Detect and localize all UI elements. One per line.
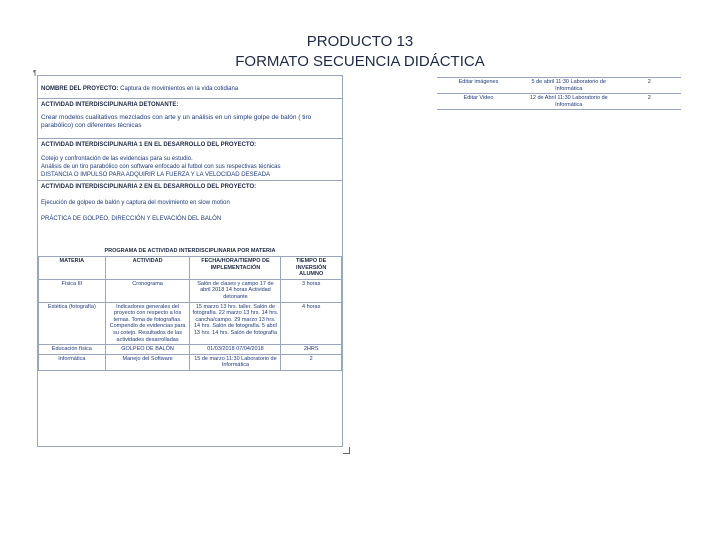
- table-row: [39, 354, 342, 370]
- table-cell: 15 de marzo 11:30 Laboratorio de Informática: [190, 354, 281, 370]
- table-cell: Física III: [39, 279, 106, 302]
- table-cell: Manejo del Software: [105, 354, 190, 370]
- table-cell: Informática: [39, 354, 106, 370]
- project-name-value: Captura de movimientos en la vida cotidiana: [120, 86, 239, 92]
- program-table: [38, 256, 342, 371]
- column-header: TIEMPO DE INVERSIÓN ALUMNO: [281, 257, 342, 280]
- fase2-line: Ejecución de golpeo de balón y captura del movimiento en slow motion: [41, 200, 230, 206]
- detonante-value: Crear modelos cualitativos mezclados con arte y un análisis en un simple golpe de balón ( tiro parabólico) con diferentes técnicas: [41, 114, 312, 129]
- table-cell: 2: [618, 78, 681, 94]
- divider: [38, 180, 342, 181]
- continuation-table: [437, 77, 681, 110]
- table-cell: 2HRS: [281, 345, 342, 355]
- table-cell: 5 de abril 11:30 Laboratorio de Informática: [520, 78, 618, 94]
- document-subtitle: FORMATO SECUENCIA DIDÁCTICA: [235, 53, 485, 70]
- page-corner-mark: [343, 447, 350, 454]
- table-cell: Indicadores generales del proyecto con respecto a los temas. Toma de fotografías. Compendio de evidencias para su cotejo. Resultados de las actividades desarrolladas: [105, 302, 190, 345]
- table-cell: 2: [618, 94, 681, 110]
- divider: [38, 98, 342, 99]
- detonante-label: ACTIVIDAD INTERDISCIPLINARIA DETONANTE:: [41, 102, 179, 108]
- table-row: [39, 279, 342, 302]
- table-cell: Editar imágenes: [437, 78, 520, 94]
- column-header: MATERIA: [39, 257, 106, 280]
- fase1-line: DISTANCIA O IMPULSO PARA ADQUIRIR LA FUERZA Y LA VELOCIDAD DESEADA: [41, 172, 270, 178]
- document-page: [37, 75, 343, 447]
- column-header: ACTIVIDAD: [105, 257, 190, 280]
- table-cell: GOLPEO DE BALÓN: [105, 345, 190, 355]
- table-cell: 4 horas: [281, 302, 342, 345]
- table-row: [437, 78, 681, 94]
- table-cell: Salón de clases y campo 17 de abril 2018 14 horas Actividad detonante: [190, 279, 281, 302]
- document-title: PRODUCTO 13: [306, 33, 414, 50]
- divider: [38, 138, 342, 139]
- table-header-row: [39, 257, 342, 280]
- project-name-row: [41, 86, 341, 94]
- program-title: PROGRAMA DE ACTIVIDAD INTERDISCIPLINARIA POR MATERIA: [104, 248, 276, 254]
- table-row: [437, 94, 681, 110]
- table-cell: Educación física: [39, 345, 106, 355]
- paragraph-mark: ¶: [33, 70, 37, 77]
- fase2-label: ACTIVIDAD INTERDISCIPLINARIA 2 EN EL DESARROLLO DEL PROYECTO:: [41, 184, 257, 190]
- table-row: [39, 345, 342, 355]
- fase1-line: Análisis de un tiro parabólico con software enfocado al futbol con sus respectivas técnicas: [41, 164, 281, 170]
- table-cell: 01/03/2018 07/04/2018: [190, 345, 281, 355]
- table-row: [39, 302, 342, 345]
- fase1-line: Cotejo y confrontación de las evidencias para su estudio.: [41, 156, 193, 162]
- table-cell: 15 marzo 13 hrs. taller. Salón de fotografía. 22 marzo 13 hrs. 14 hrs. cancha/campo. 29 marzo 13 hrs. 14 hrs. Salón de fotografía. 5 abril 13 hrs. 14 hrs. Salón de fotografía: [190, 302, 281, 345]
- table-cell: 3 horas: [281, 279, 342, 302]
- table-cell: Cronograma: [105, 279, 190, 302]
- table-cell: 2: [281, 354, 342, 370]
- table-cell: Estética (fotografía): [39, 302, 106, 345]
- column-header: FECHA/HORA/TIEMPO DE IMPLEMENTACIÓN: [190, 257, 281, 280]
- fase1-label: ACTIVIDAD INTERDISCIPLINARIA 1 EN EL DESARROLLO DEL PROYECTO:: [41, 142, 257, 148]
- table-cell: 12 de Abril 11:30 Laboratorio de Informática: [520, 94, 618, 110]
- table-cell: Editar Video: [437, 94, 520, 110]
- project-name-label: NOMBRE DEL PROYECTO:: [41, 86, 119, 92]
- fase2-line: PRÁCTICA DE GOLPEO, DIRECCIÓN Y ELEVACIÓN DEL BALÓN: [41, 216, 222, 222]
